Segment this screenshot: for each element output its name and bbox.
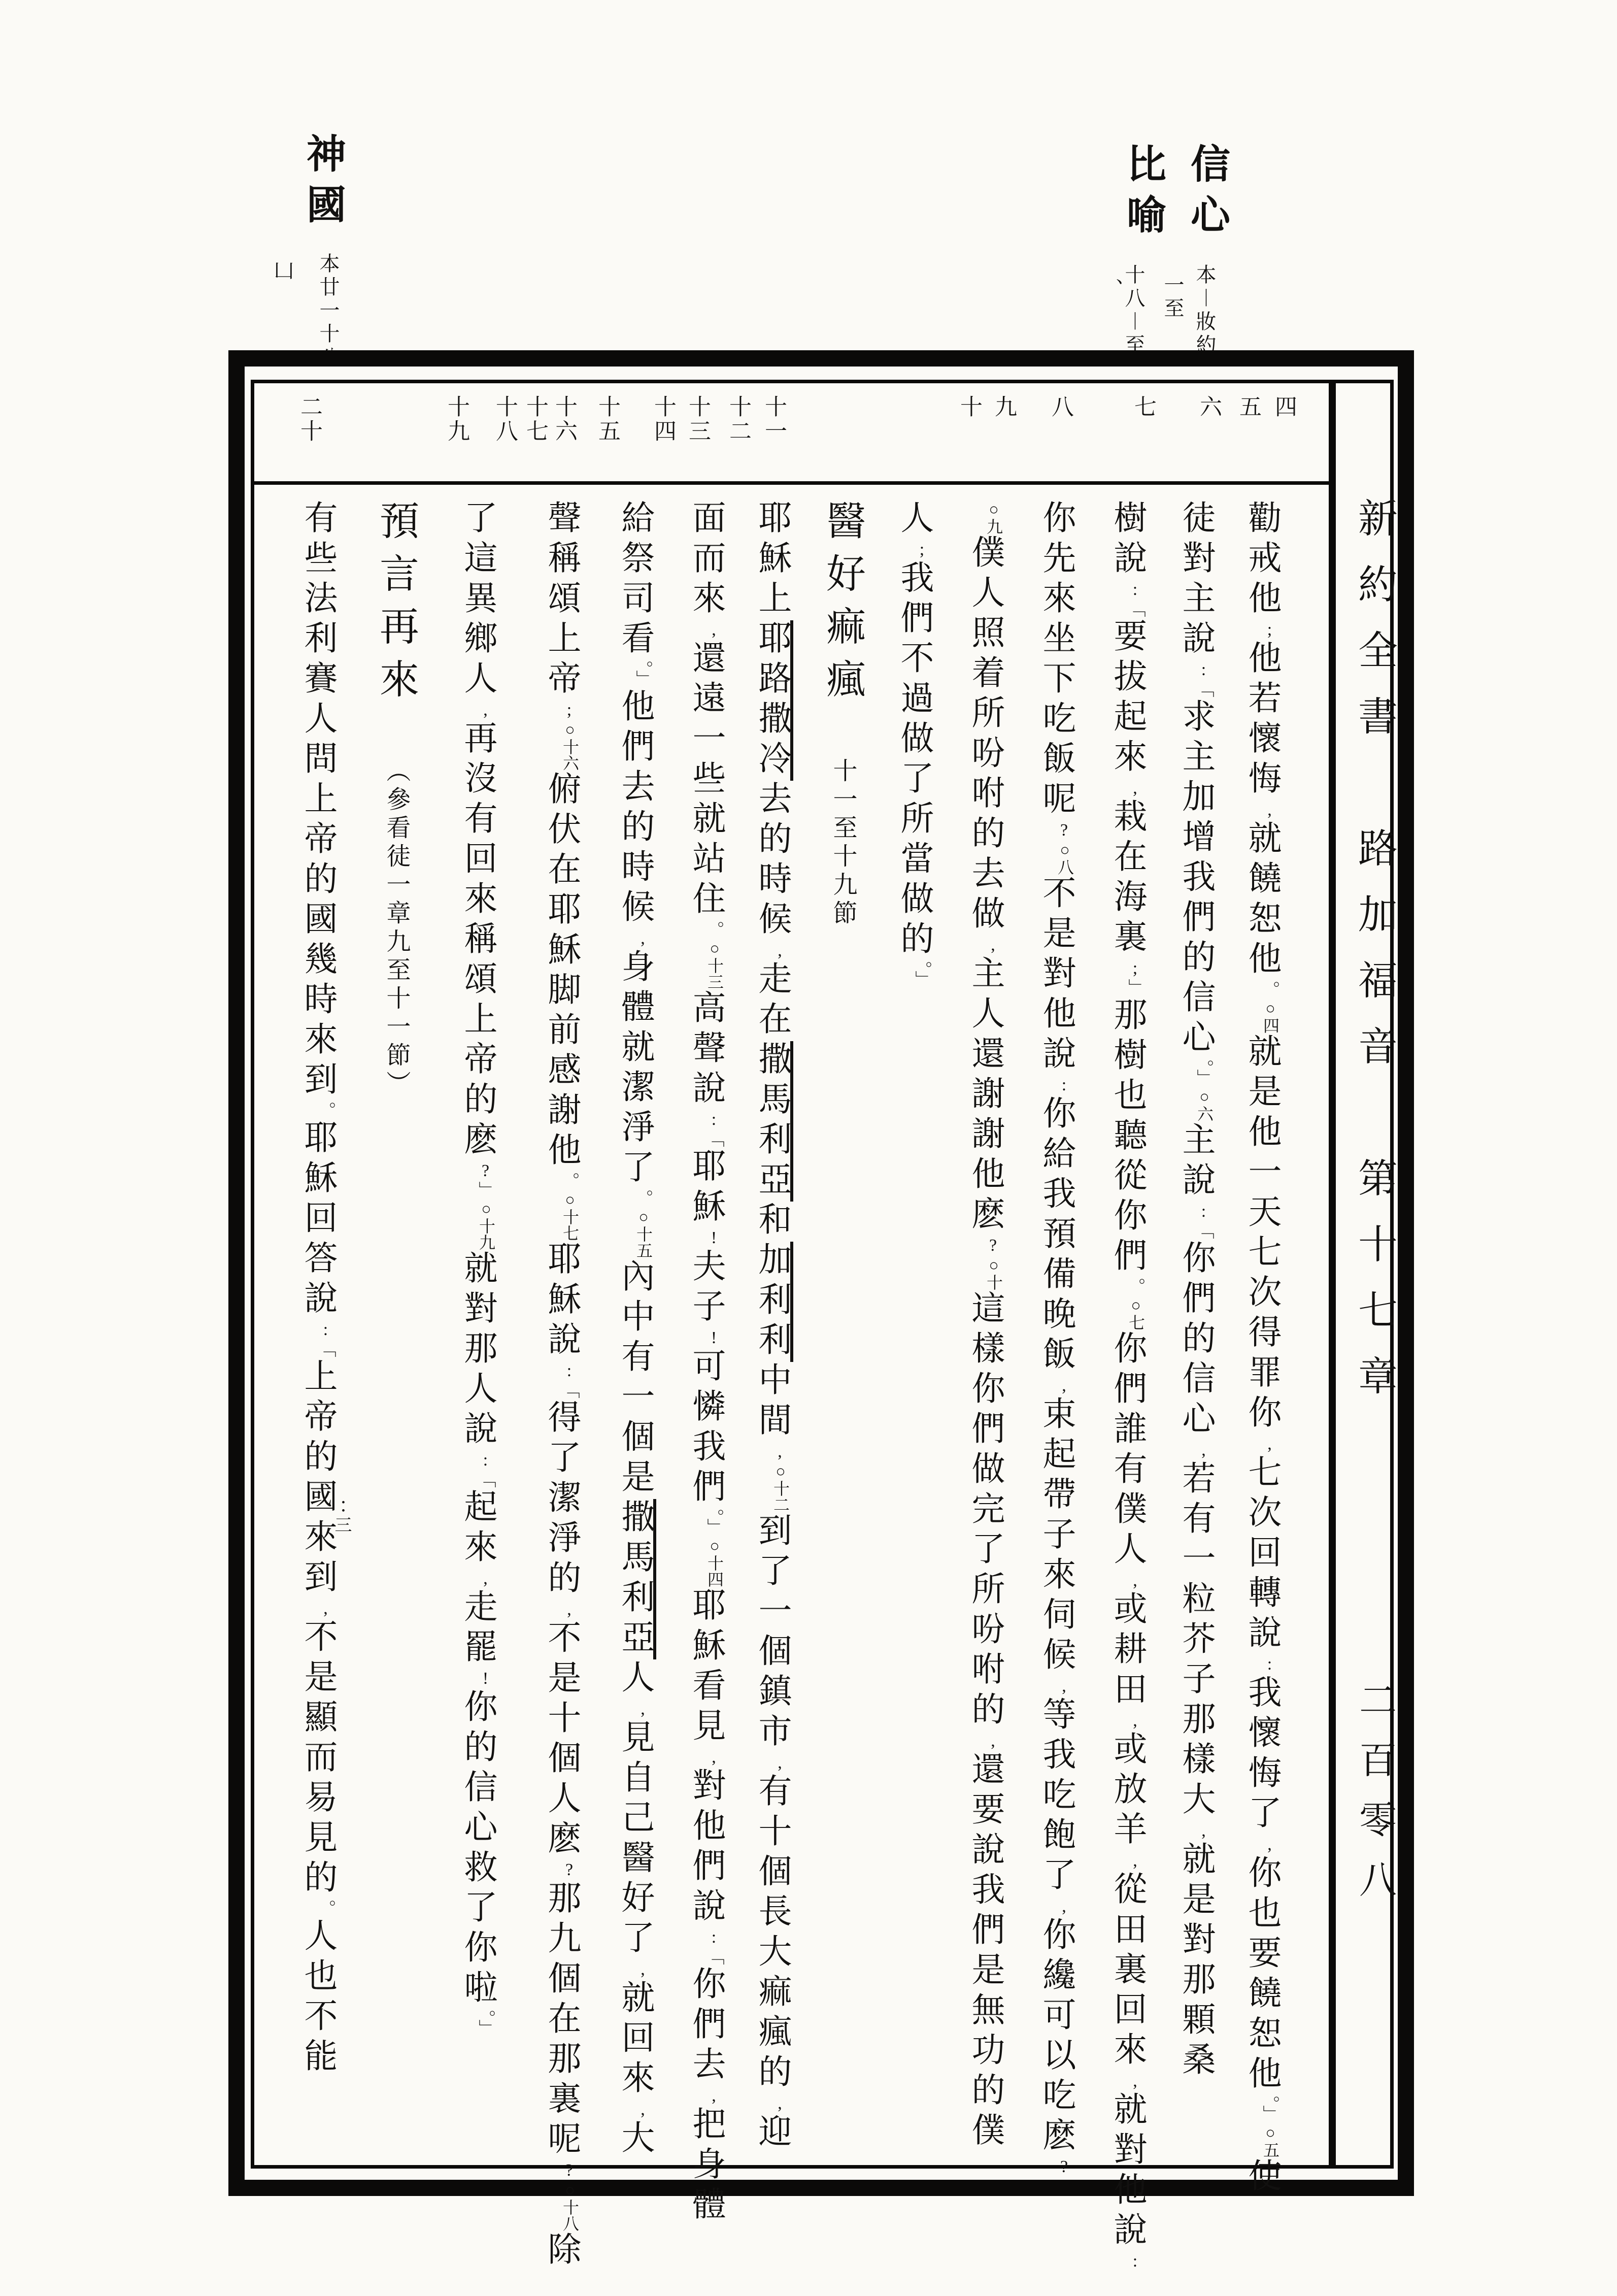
verse-band-number-十九: 十九 bbox=[444, 395, 469, 444]
verse-text: 夫子 bbox=[687, 1248, 724, 1328]
verse-text: 就回來 bbox=[616, 1980, 653, 2100]
verse-text: 見自己醫好了 bbox=[616, 1719, 653, 1960]
verse-text: 還遠一些就站住 bbox=[687, 640, 724, 921]
verse-band-number-十: 十 bbox=[957, 395, 982, 419]
verse-marker-十八: ○十八 bbox=[561, 2181, 579, 2232]
verse-text: 求主加增我們的信心 bbox=[1177, 698, 1214, 1059]
verse-marker-七: ○七 bbox=[1127, 1296, 1145, 1330]
verse-marker-十五: ○十五 bbox=[634, 1208, 653, 1258]
verse-text: 中間 bbox=[753, 1362, 790, 1442]
verse-text: 等我吃飽了 bbox=[1037, 1696, 1074, 1897]
verse-text: 對他們說 bbox=[687, 1768, 724, 1928]
verse-text: 使 bbox=[1243, 2158, 1280, 2198]
punctuation: 。」 bbox=[1194, 1059, 1213, 1087]
punctuation: , bbox=[1126, 1571, 1144, 1591]
verse-text: 給祭司看 bbox=[616, 500, 653, 660]
verse-text: 我們不過做了所當做的 bbox=[895, 560, 932, 961]
verse-text: 僕人照着所吩咐的去做 bbox=[966, 535, 1003, 936]
verse-text: 了這異鄉人 bbox=[459, 500, 496, 701]
punctuation: ; bbox=[1260, 620, 1279, 640]
proper-noun: 撒馬利亞 bbox=[753, 1041, 793, 1202]
verse-band-rule bbox=[254, 481, 1329, 485]
punctuation: 。 bbox=[316, 1900, 335, 1918]
text-column-3 bbox=[1096, 500, 1157, 2272]
verse-text: 有十個長大痲瘋的 bbox=[753, 1773, 790, 2094]
verse-text: 可憐我們 bbox=[687, 1348, 724, 1509]
gutter-reference-mark: ∶三 bbox=[332, 1498, 351, 1534]
verse-text: 勸戒他 bbox=[1243, 500, 1280, 620]
punctuation: 。 bbox=[1260, 981, 1279, 999]
verse-marker-四: ○四 bbox=[1261, 999, 1279, 1034]
punctuation: , bbox=[770, 1442, 789, 1462]
punctuation: , bbox=[316, 1599, 335, 1619]
verse-text: 還要說我們是無功的僕 bbox=[966, 1751, 1003, 2152]
verse-text: 要拔起來 bbox=[1108, 618, 1146, 779]
verse-text: 若有一粒芥子那樣大 bbox=[1177, 1460, 1214, 1821]
punctuation: , bbox=[476, 701, 495, 720]
verse-band-number-八: 八 bbox=[1048, 395, 1073, 419]
verse-text: 你的信心救了你啦 bbox=[459, 1689, 496, 2010]
punctuation: ? bbox=[1055, 2157, 1073, 2177]
punctuation: : bbox=[1126, 2252, 1144, 2272]
verse-text: 就是他一天七次得罪你 bbox=[1243, 1034, 1280, 1435]
verse-text: 主人還謝謝他麽 bbox=[966, 955, 1003, 1236]
punctuation: ?」 bbox=[476, 1161, 495, 1200]
text-column-11 bbox=[530, 500, 591, 2272]
punctuation: , bbox=[704, 620, 723, 640]
punctuation: , bbox=[704, 2086, 723, 2106]
punctuation: , bbox=[1194, 1821, 1213, 1841]
verse-band-number-二十: 二十 bbox=[297, 395, 322, 444]
verse-text: 或耕田 bbox=[1108, 1591, 1146, 1711]
verse-text: 徒對主說 bbox=[1177, 500, 1214, 660]
margin-note-parable-ref: 十八︱至 bbox=[1122, 264, 1145, 357]
punctuation: : bbox=[1055, 1076, 1073, 1095]
verse-text: 就饒恕他 bbox=[1243, 820, 1280, 981]
verse-marker-十九: ○十九 bbox=[477, 1200, 495, 1250]
verse-text: 去的時候 bbox=[753, 781, 790, 941]
punctuation: ? bbox=[1055, 821, 1073, 841]
verse-text: 你纔可以吃麽 bbox=[1037, 1917, 1074, 2157]
verse-text: 高聲說 bbox=[687, 990, 724, 1110]
verse-text: 人 bbox=[895, 500, 932, 540]
verse-text: 那樹也聽從你們 bbox=[1108, 997, 1146, 1278]
verse-marker-九: ○九 bbox=[985, 500, 1003, 535]
title-divider-line bbox=[1329, 383, 1336, 2165]
verse-text: 你們去 bbox=[687, 1966, 724, 2086]
punctuation: ; bbox=[913, 540, 931, 560]
verse-text: 他們去的時候 bbox=[616, 688, 653, 929]
verse-marker-六: ○六 bbox=[1195, 1087, 1214, 1122]
verse-text: 栽在海裏 bbox=[1108, 798, 1146, 959]
verse-marker-十: ○十 bbox=[985, 1256, 1003, 1290]
verse-band-number-十一: 十一 bbox=[761, 395, 786, 444]
verse-marker-五: ○五 bbox=[1261, 2123, 1279, 2158]
verse-text: 不是顯而易見的 bbox=[299, 1619, 336, 1900]
punctuation: 。 bbox=[633, 1189, 652, 1208]
verse-text: 從田裏回來 bbox=[1108, 1871, 1146, 2072]
verse-text: 聲稱頌上帝 bbox=[543, 500, 580, 701]
verse-text: 主說 bbox=[1177, 1122, 1214, 1202]
verse-text: 耶穌 bbox=[687, 1148, 724, 1228]
punctuation: , bbox=[633, 1960, 652, 1980]
verse-text: 就對那人說 bbox=[459, 1250, 496, 1451]
punctuation: , bbox=[633, 929, 652, 949]
verse-text: 耶穌回答說 bbox=[299, 1120, 336, 1320]
verse-band-number-十三: 十三 bbox=[685, 395, 710, 444]
margin-note-faith-ref-a: 本︱妝約 bbox=[1193, 264, 1216, 357]
proper-noun: 撒馬利亞 bbox=[616, 1499, 656, 1659]
verse-text: 七次回轉說 bbox=[1243, 1454, 1280, 1655]
verse-band-number-十七: 十七 bbox=[523, 395, 548, 444]
punctuation: , bbox=[1260, 1835, 1279, 1855]
punctuation: :「 bbox=[1194, 660, 1213, 698]
margin-note-kingdom-ref: 本廿一十八 bbox=[317, 253, 340, 370]
punctuation: , bbox=[1055, 1376, 1073, 1396]
verse-text: 人 bbox=[616, 1659, 653, 1700]
punctuation: ! bbox=[704, 1228, 723, 1248]
verse-text: 你先來坐下吃飯呢 bbox=[1037, 500, 1074, 821]
margin-note-kingdom-mark: 凵 bbox=[271, 260, 294, 280]
text-column-2 bbox=[1165, 500, 1226, 2082]
text-column-12 bbox=[447, 500, 508, 2038]
punctuation: ;」 bbox=[1126, 959, 1144, 997]
verse-text: 人也不能 bbox=[299, 1918, 336, 2078]
verse-text: 有些法利賽人問上帝的國幾時來到 bbox=[299, 500, 336, 1102]
verse-text: 就對他說 bbox=[1108, 2091, 1146, 2252]
verse-band-number-五: 五 bbox=[1236, 395, 1261, 419]
punctuation: , bbox=[1055, 1677, 1073, 1696]
verse-marker-八: ○八 bbox=[1056, 841, 1074, 875]
verse-band-number-四: 四 bbox=[1271, 395, 1296, 419]
punctuation: ? bbox=[984, 1236, 1002, 1256]
verse-text: 除 bbox=[543, 2232, 580, 2272]
punctuation: , bbox=[476, 1569, 495, 1589]
verse-text: 耶穌看見 bbox=[687, 1587, 724, 1748]
verse-band-number-十六: 十六 bbox=[552, 395, 577, 444]
text-column-4 bbox=[1025, 500, 1086, 2177]
verse-text: 把身體 bbox=[687, 2106, 724, 2226]
verse-text: 耶穌上 bbox=[753, 500, 790, 620]
punctuation: , bbox=[1126, 1711, 1144, 1731]
punctuation: 。」 bbox=[913, 961, 931, 989]
punctuation: :「 bbox=[1126, 580, 1144, 618]
verse-band-number-十五: 十五 bbox=[595, 395, 620, 444]
verse-band-number-十四: 十四 bbox=[651, 395, 676, 444]
punctuation: , bbox=[770, 1753, 789, 1773]
punctuation: :「 bbox=[704, 1928, 723, 1966]
verse-text: 迎 bbox=[753, 2114, 790, 2154]
verse-text: 再沒有回來稱頌上帝的麽 bbox=[459, 720, 496, 1161]
verse-text: 起來 bbox=[459, 1489, 496, 1569]
margin-note-parable-mark: 、 bbox=[1100, 278, 1123, 298]
punctuation: 。 bbox=[704, 921, 723, 939]
punctuation: , bbox=[1126, 779, 1144, 798]
verse-text: 得了潔淨的 bbox=[543, 1400, 580, 1600]
text-column-5 bbox=[954, 500, 1015, 2152]
page-number: 二百零八 bbox=[1354, 1680, 1395, 1920]
punctuation: ? bbox=[560, 1860, 579, 1880]
verse-text: 面而來 bbox=[687, 500, 724, 620]
text-column-10 bbox=[604, 500, 665, 2160]
margin-note-faith: 信心 bbox=[1185, 143, 1229, 245]
margin-note-parable: 比喻 bbox=[1121, 143, 1165, 245]
punctuation: , bbox=[1126, 2072, 1144, 2091]
proper-noun: 加利利 bbox=[753, 1242, 793, 1362]
verse-text: 束起帶子來伺候 bbox=[1037, 1396, 1074, 1677]
punctuation: :「 bbox=[476, 1451, 495, 1489]
verse-text: 這樣你們做完了所吩咐的 bbox=[966, 1290, 1003, 1732]
section-header-range: 十一至十九節 bbox=[829, 758, 856, 928]
punctuation: 。」 bbox=[1260, 2095, 1279, 2123]
verse-marker-十三: ○十三 bbox=[705, 939, 724, 990]
verse-text: 走罷 bbox=[459, 1589, 496, 1669]
punctuation: , bbox=[984, 936, 1002, 955]
punctuation: , bbox=[1260, 801, 1279, 820]
punctuation: :「 bbox=[316, 1320, 335, 1358]
punctuation: , bbox=[1126, 1851, 1144, 1871]
verse-marker-十六: ○十六 bbox=[561, 720, 579, 771]
verse-band-number-十二: 十二 bbox=[726, 395, 751, 444]
verse-band-number-七: 七 bbox=[1131, 395, 1156, 419]
punctuation: , bbox=[770, 941, 789, 961]
proper-noun: 耶路撒冷 bbox=[753, 620, 793, 781]
verse-text: 樹說 bbox=[1108, 500, 1146, 580]
punctuation: , bbox=[770, 2094, 789, 2114]
verse-text: 俯伏在耶穌脚前感謝他 bbox=[543, 771, 580, 1172]
verse-text: 你給我預備晚飯 bbox=[1037, 1095, 1074, 1376]
section-header-range: ︵參看徒一章九至十一節︶ bbox=[383, 758, 410, 1099]
verse-marker-十四: ○十四 bbox=[705, 1537, 724, 1587]
verse-text: 內中有一個是 bbox=[616, 1258, 653, 1499]
punctuation: , bbox=[1260, 1435, 1279, 1454]
verse-text: 就是對那顆桑 bbox=[1177, 1841, 1214, 2082]
punctuation: ! bbox=[704, 1328, 723, 1348]
punctuation: 。」 bbox=[633, 660, 652, 688]
section-header-title: 醫好痲瘋 bbox=[821, 500, 865, 711]
verse-text: 我懷悔了 bbox=[1243, 1675, 1280, 1835]
punctuation: : bbox=[1260, 1655, 1279, 1675]
verse-text: 他若懷悔 bbox=[1243, 640, 1280, 801]
verse-text: 你們誰有僕人 bbox=[1108, 1330, 1146, 1571]
verse-text: 耶穌說 bbox=[543, 1241, 580, 1361]
punctuation: , bbox=[1194, 1441, 1213, 1460]
punctuation: ! bbox=[476, 1669, 495, 1689]
punctuation: , bbox=[560, 1600, 579, 1620]
text-column-9 bbox=[675, 500, 736, 2226]
verse-text: 上帝的國來到 bbox=[299, 1358, 336, 1599]
verse-marker-十二: ○十二 bbox=[771, 1462, 790, 1513]
text-column-6 bbox=[883, 500, 944, 989]
section-header-title: 預言再來 bbox=[374, 500, 418, 711]
punctuation: , bbox=[1055, 1897, 1073, 1917]
verse-band-number-六: 六 bbox=[1196, 395, 1221, 419]
verse-text: 你們的信心 bbox=[1177, 1240, 1214, 1441]
verse-text: 大 bbox=[616, 2120, 653, 2160]
punctuation: 。 bbox=[560, 1172, 579, 1190]
section-header-healing-lepers bbox=[812, 500, 873, 928]
punctuation: :「 bbox=[560, 1361, 579, 1400]
punctuation: ? bbox=[560, 2161, 579, 2181]
punctuation: , bbox=[704, 1748, 723, 1768]
text-column-14 bbox=[287, 500, 348, 2078]
verse-band-number-九: 九 bbox=[991, 395, 1016, 419]
verse-text: 不是對他說 bbox=[1037, 875, 1074, 1076]
verse-text: 那九個在那裏呢 bbox=[543, 1880, 580, 2161]
verse-text: 你也要饒恕他 bbox=[1243, 1855, 1280, 2095]
verse-text: 身體就潔淨了 bbox=[616, 949, 653, 1189]
punctuation: :「 bbox=[704, 1110, 723, 1148]
punctuation: , bbox=[633, 2100, 652, 2120]
text-column-1 bbox=[1231, 500, 1292, 2198]
punctuation: 。 bbox=[316, 1102, 335, 1120]
punctuation: , bbox=[633, 1700, 652, 1719]
margin-note-kingdom-of-god: 神國 bbox=[301, 133, 345, 235]
margin-note-faith-ref-b: 一至 bbox=[1161, 274, 1184, 321]
punctuation: :「 bbox=[1194, 1202, 1213, 1240]
verse-marker-十七: ○十七 bbox=[561, 1190, 579, 1241]
verse-text: 走在 bbox=[753, 961, 790, 1041]
punctuation: ; bbox=[560, 701, 579, 720]
verse-text: 到了一個鎮市 bbox=[753, 1513, 790, 1753]
punctuation: 。 bbox=[1126, 1278, 1144, 1296]
punctuation: 。」 bbox=[704, 1509, 723, 1537]
verse-text: 不是十個人麽 bbox=[543, 1620, 580, 1860]
book-title-column: 新約全書 路加福音 第十七章 bbox=[1353, 497, 1397, 1421]
punctuation: 。」 bbox=[476, 2010, 495, 2038]
punctuation: , bbox=[984, 1732, 1002, 1751]
text-column-8 bbox=[741, 500, 802, 2154]
verse-band-number-十八: 十八 bbox=[492, 395, 517, 444]
verse-text: 或放羊 bbox=[1108, 1731, 1146, 1851]
section-header-second-coming bbox=[365, 500, 426, 1099]
verse-text: 和 bbox=[753, 1202, 790, 1242]
